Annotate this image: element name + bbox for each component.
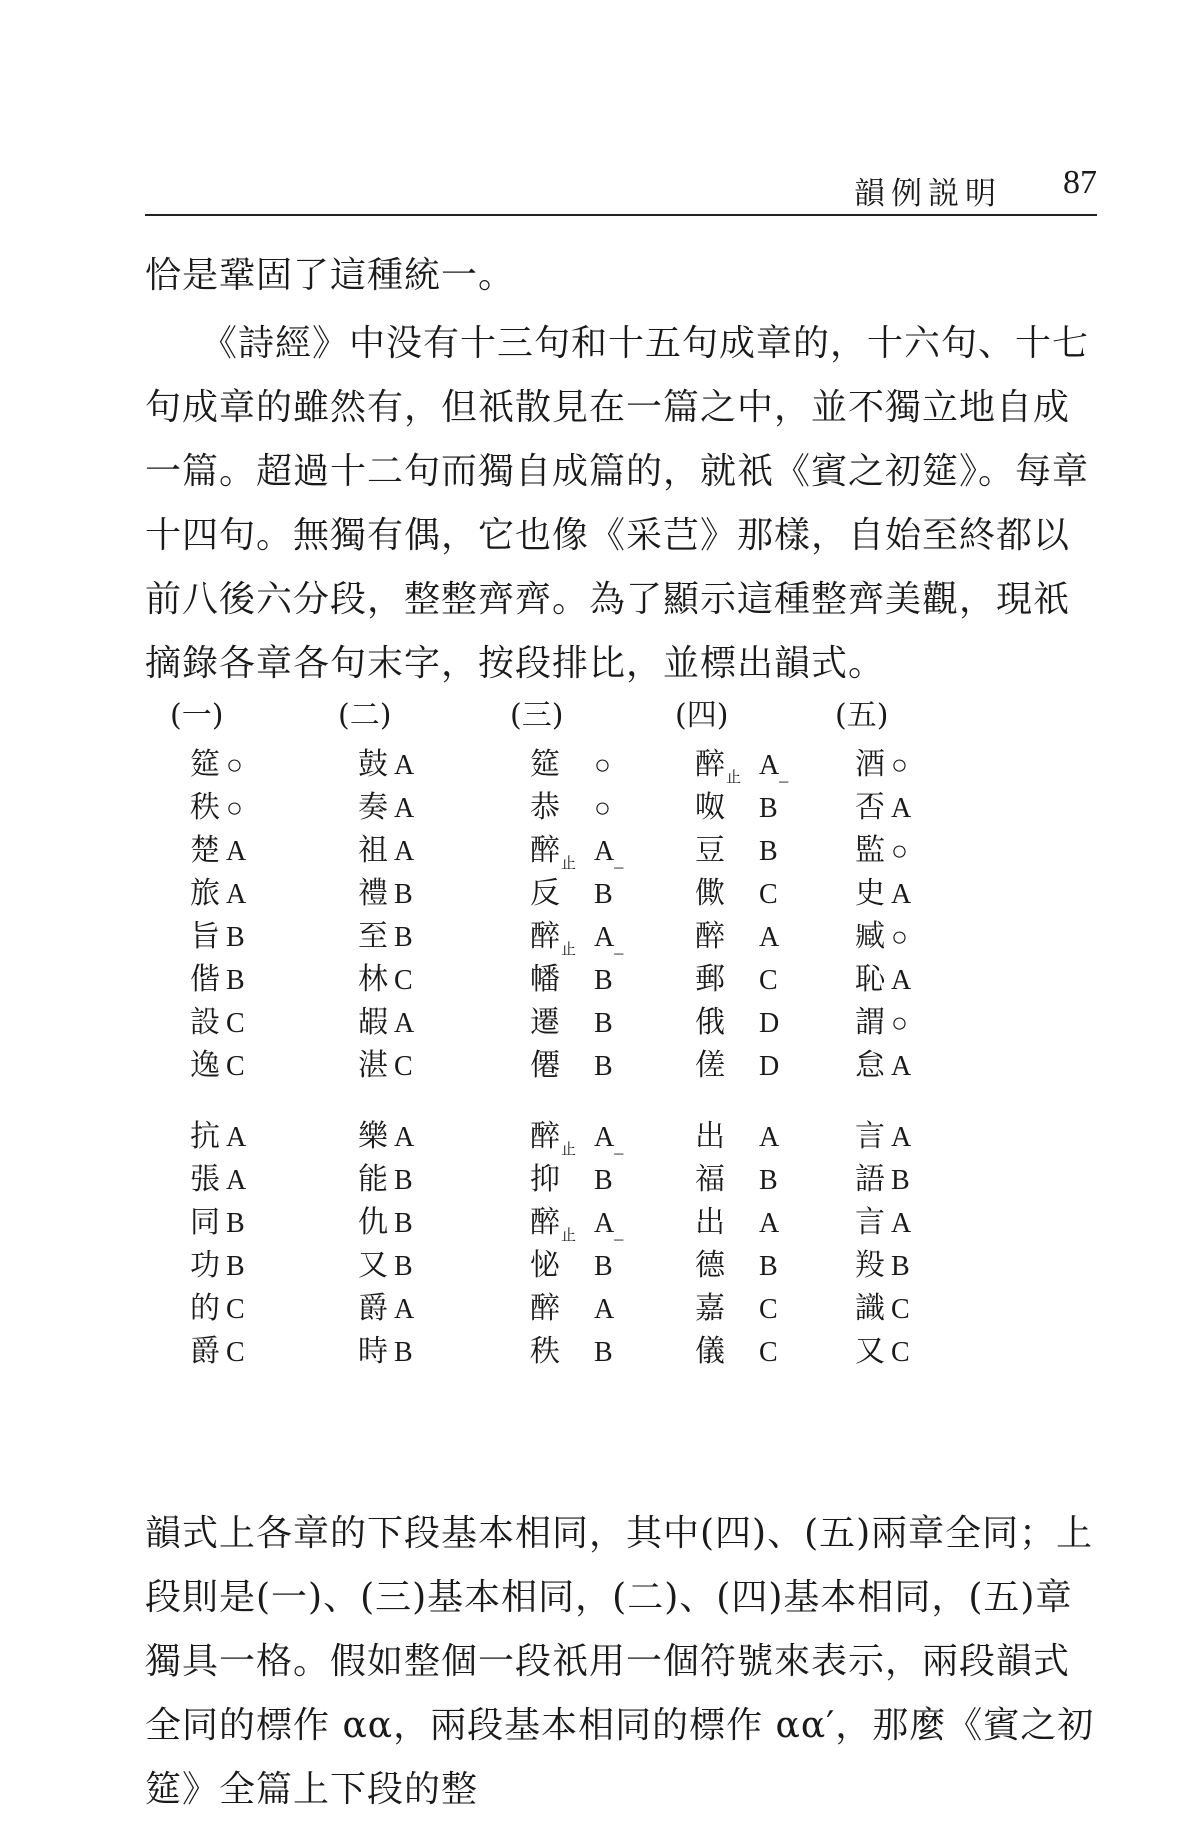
rhyme-mark: C xyxy=(759,1294,778,1325)
rhyme-mark: C xyxy=(226,1294,245,1325)
line-end-char: 醉$_止$ xyxy=(530,1205,577,1244)
rhyme-entry xyxy=(695,1041,779,1091)
rhyme-mark: B xyxy=(226,1208,245,1239)
line-end-char: 又 xyxy=(358,1248,388,1283)
line-end-char: 酒 xyxy=(855,747,885,782)
rhyme-mark: D xyxy=(759,1008,780,1039)
rhyme-mark: ○ xyxy=(891,750,908,781)
rhyme-mark: B xyxy=(594,1051,613,1082)
rhyme-mark: ○ xyxy=(594,750,611,781)
line-end-char: 言 xyxy=(855,1205,885,1240)
line-end-char: 筵 xyxy=(190,747,220,782)
line-end-char: 恥 xyxy=(855,962,885,997)
rhyme-mark: A xyxy=(891,965,912,996)
rhyme-mark: A xyxy=(394,1294,415,1325)
rhyme-mark: B xyxy=(759,1165,778,1196)
line-end-char: 德 xyxy=(695,1248,725,1283)
rhyme-mark: B xyxy=(394,1165,413,1196)
rhyme-mark: B xyxy=(594,1251,613,1282)
rhyme-mark: B xyxy=(394,1208,413,1239)
line-end-char: 醉$_止$ xyxy=(530,919,577,958)
rhyme-mark: B xyxy=(891,1251,910,1282)
line-end-char: 恭 xyxy=(530,790,560,825)
line-end-char: 僊 xyxy=(530,1048,560,1083)
rhyme-mark: ○ xyxy=(226,750,243,781)
rhyme-entry xyxy=(855,1041,911,1091)
rhyme-mark: B xyxy=(226,965,245,996)
rhyme-mark: A xyxy=(891,1208,912,1239)
rhyme-mark: ○ xyxy=(891,922,908,953)
rhyme-mark: A xyxy=(891,879,912,910)
line-end-char: 秩 xyxy=(190,790,220,825)
line-end-char: 反 xyxy=(530,876,560,911)
line-end-char: 至 xyxy=(358,919,388,954)
rhyme-entry xyxy=(358,1041,413,1091)
rhyme-mark: B xyxy=(394,879,413,910)
line-end-char: 又 xyxy=(855,1334,885,1369)
line-end-char: 爵 xyxy=(358,1291,388,1326)
line-end-char: 出 xyxy=(695,1205,725,1240)
line-end-char: 同 xyxy=(190,1205,220,1240)
rhyme-mark: C xyxy=(226,1008,245,1039)
line-end-char: 奏 xyxy=(358,790,388,825)
rhyme-mark: A xyxy=(226,879,247,910)
rhyme-mark: A xyxy=(891,793,912,824)
rhyme-mark: A xyxy=(759,922,780,953)
line-end-char: 爵 xyxy=(190,1334,220,1369)
line-end-char: 秩 xyxy=(530,1334,560,1369)
rhyme-table xyxy=(170,690,1090,1500)
line-end-char: 偕 xyxy=(190,962,220,997)
paragraph-continuation: 恰是鞏固了這種統一。 xyxy=(145,255,516,296)
line-end-char: 禮 xyxy=(358,876,388,911)
rhyme-mark: ○ xyxy=(226,793,243,824)
particle-subscript: 止 xyxy=(561,1140,577,1158)
rhyme-mark: $A_{\_}$ xyxy=(594,1208,624,1242)
particle-subscript: 止 xyxy=(561,940,577,958)
rhyme-mark: A xyxy=(759,1208,780,1239)
rhyme-mark: B xyxy=(594,879,613,910)
line-end-char: 醉$_止$ xyxy=(530,833,577,872)
line-end-char: 抗 xyxy=(190,1119,220,1154)
rhyme-entry xyxy=(855,1327,910,1377)
line-end-char: 史 xyxy=(855,876,885,911)
rhyme-mark: B xyxy=(594,965,613,996)
rhyme-mark: A xyxy=(394,1008,415,1039)
particle-subscript: 止 xyxy=(561,1226,577,1244)
rhyme-mark: B xyxy=(759,1251,778,1282)
rhyme-mark: B xyxy=(594,1165,613,1196)
rhyme-mark: C xyxy=(226,1337,245,1368)
line-end-char: 設 xyxy=(190,1005,220,1040)
line-end-char: 言 xyxy=(855,1119,885,1154)
line-end-char: 抑 xyxy=(530,1162,560,1197)
line-end-char: 臧 xyxy=(855,919,885,954)
running-head-title: 韻例説明 xyxy=(854,176,1002,212)
rhyme-mark: C xyxy=(759,1337,778,1368)
column-header: (四) xyxy=(675,698,729,733)
line-end-char: 鼓 xyxy=(358,747,388,782)
line-end-char: 功 xyxy=(190,1248,220,1283)
rhyme-mark: A xyxy=(226,1122,247,1153)
rhyme-mark: ○ xyxy=(891,1008,908,1039)
line-end-char: 湛 xyxy=(358,1048,388,1083)
rhyme-mark: B xyxy=(226,1251,245,1282)
rhyme-mark: B xyxy=(759,836,778,867)
rhyme-mark: B xyxy=(594,1337,613,1368)
rhyme-mark: A xyxy=(394,793,415,824)
rhyme-mark: A xyxy=(891,1122,912,1153)
line-end-char: 時 xyxy=(358,1334,388,1369)
rhyme-mark: A xyxy=(394,750,415,781)
rhyme-mark: A xyxy=(226,1165,247,1196)
line-end-char: 嘏 xyxy=(358,1005,388,1040)
line-end-char: 遷 xyxy=(530,1005,560,1040)
rhyme-mark: ○ xyxy=(594,793,611,824)
line-end-char: 的 xyxy=(190,1291,220,1326)
paragraph-analysis: 韻式上各章的下段基本相同，其中(四)、(五)兩章全同；上段則是(一)、(三)基本相同，(二)、(四)基本相同，(五)章獨具一格。假如整個一段祇用一個符號來表示，兩段韻式全同的標作 αα，兩段基本相同的標作 αα′，那麼《賓之初筵》全篇上下段的整 xyxy=(145,1513,1095,1810)
rhyme-entry xyxy=(530,1041,613,1091)
line-end-char: 福 xyxy=(695,1162,725,1197)
rhyme-entry xyxy=(190,1327,245,1377)
rhyme-entry xyxy=(695,1327,778,1377)
line-end-char: 識 xyxy=(855,1291,885,1326)
rhyme-mark: B xyxy=(394,922,413,953)
rhyme-mark: A xyxy=(594,1294,615,1325)
paragraph-intro: 《詩經》中没有十三句和十五句成章的，十六句、十七句成章的雖然有，但祇散見在一篇之中，並不獨立地自成一篇。超過十二句而獨自成篇的，就祇《賓之初筵》。每章十四句。無獨有偶，它也像《采芑》那樣，自始至終都以前八後六分段，整整齊齊。為了顯示這種整齊美觀，現祇摘錄各章各句末字，按段排比，並標出韻式。 xyxy=(145,323,1090,684)
rhyme-mark: C xyxy=(759,965,778,996)
line-end-char: 郵 xyxy=(695,962,725,997)
rhyme-mark: A xyxy=(394,836,415,867)
column-header: (一) xyxy=(170,698,224,733)
line-end-char: 豆 xyxy=(695,833,725,868)
line-end-char: 能 xyxy=(358,1162,388,1197)
line-end-char: 幡 xyxy=(530,962,560,997)
line-end-char: 楚 xyxy=(190,833,220,868)
rhyme-mark: C xyxy=(759,879,778,910)
line-end-char: 醉 xyxy=(695,919,725,954)
rhyme-entry xyxy=(190,1041,245,1091)
rhyme-entry xyxy=(530,1327,613,1377)
line-end-char: 儀 xyxy=(695,1334,725,1369)
rhyme-mark: D xyxy=(759,1051,780,1082)
line-end-char: 仇 xyxy=(358,1205,388,1240)
line-end-char: 嘉 xyxy=(695,1291,725,1326)
column-header: (三) xyxy=(510,698,564,733)
rhyme-mark: B xyxy=(891,1165,910,1196)
line-end-char: 呶 xyxy=(695,790,725,825)
rhyme-mark: $A_{\_}$ xyxy=(594,922,624,956)
line-end-char: 語 xyxy=(855,1162,885,1197)
line-end-char: 醉 xyxy=(530,1291,560,1326)
rhyme-mark: B xyxy=(759,793,778,824)
line-end-char: 傞 xyxy=(695,1048,725,1083)
line-end-char: 樂 xyxy=(358,1119,388,1154)
line-end-char: 怠 xyxy=(855,1048,885,1083)
particle-subscript: 止 xyxy=(726,768,742,786)
rhyme-mark: C xyxy=(226,1051,245,1082)
rhyme-mark: B xyxy=(594,1008,613,1039)
rhyme-mark: $A_{\_}$ xyxy=(594,836,624,870)
line-end-char: 謂 xyxy=(855,1005,885,1040)
rhyme-entry xyxy=(358,1327,413,1377)
rhyme-mark: B xyxy=(394,1337,413,1368)
rhyme-mark: C xyxy=(394,1051,413,1082)
line-end-char: 否 xyxy=(855,790,885,825)
column-header: (五) xyxy=(835,698,889,733)
line-end-char: 俄 xyxy=(695,1005,725,1040)
rhyme-mark: A xyxy=(891,1051,912,1082)
line-end-char: 旨 xyxy=(190,919,220,954)
line-end-char: 醉$_止$ xyxy=(695,747,742,786)
line-end-char: 張 xyxy=(190,1162,220,1197)
line-end-char: 祖 xyxy=(358,833,388,868)
line-end-char: 怭 xyxy=(530,1248,560,1283)
rhyme-mark: A xyxy=(394,1122,415,1153)
column-header: (二) xyxy=(338,698,392,733)
particle-subscript: 止 xyxy=(561,854,577,872)
line-end-char: 監 xyxy=(855,833,885,868)
line-end-char: 林 xyxy=(358,962,388,997)
running-head xyxy=(145,160,1097,216)
rhyme-mark: $A_{\_}$ xyxy=(759,750,789,784)
line-end-char: 僛 xyxy=(695,876,725,911)
rhyme-mark: B xyxy=(394,1251,413,1282)
rhyme-mark: A xyxy=(759,1122,780,1153)
rhyme-mark: $A_{\_}$ xyxy=(594,1122,624,1156)
line-end-char: 羖 xyxy=(855,1248,885,1283)
rhyme-mark: ○ xyxy=(891,836,908,867)
rhyme-mark: B xyxy=(226,922,245,953)
line-end-char: 旅 xyxy=(190,876,220,911)
page-number: 87 xyxy=(1063,164,1097,201)
line-end-char: 醉$_止$ xyxy=(530,1119,577,1158)
rhyme-mark: C xyxy=(891,1337,910,1368)
rhyme-mark: A xyxy=(226,836,247,867)
rhyme-mark: C xyxy=(394,965,413,996)
line-end-char: 筵 xyxy=(530,747,560,782)
rhyme-mark: C xyxy=(891,1294,910,1325)
line-end-char: 出 xyxy=(695,1119,725,1154)
line-end-char: 逸 xyxy=(190,1048,220,1083)
